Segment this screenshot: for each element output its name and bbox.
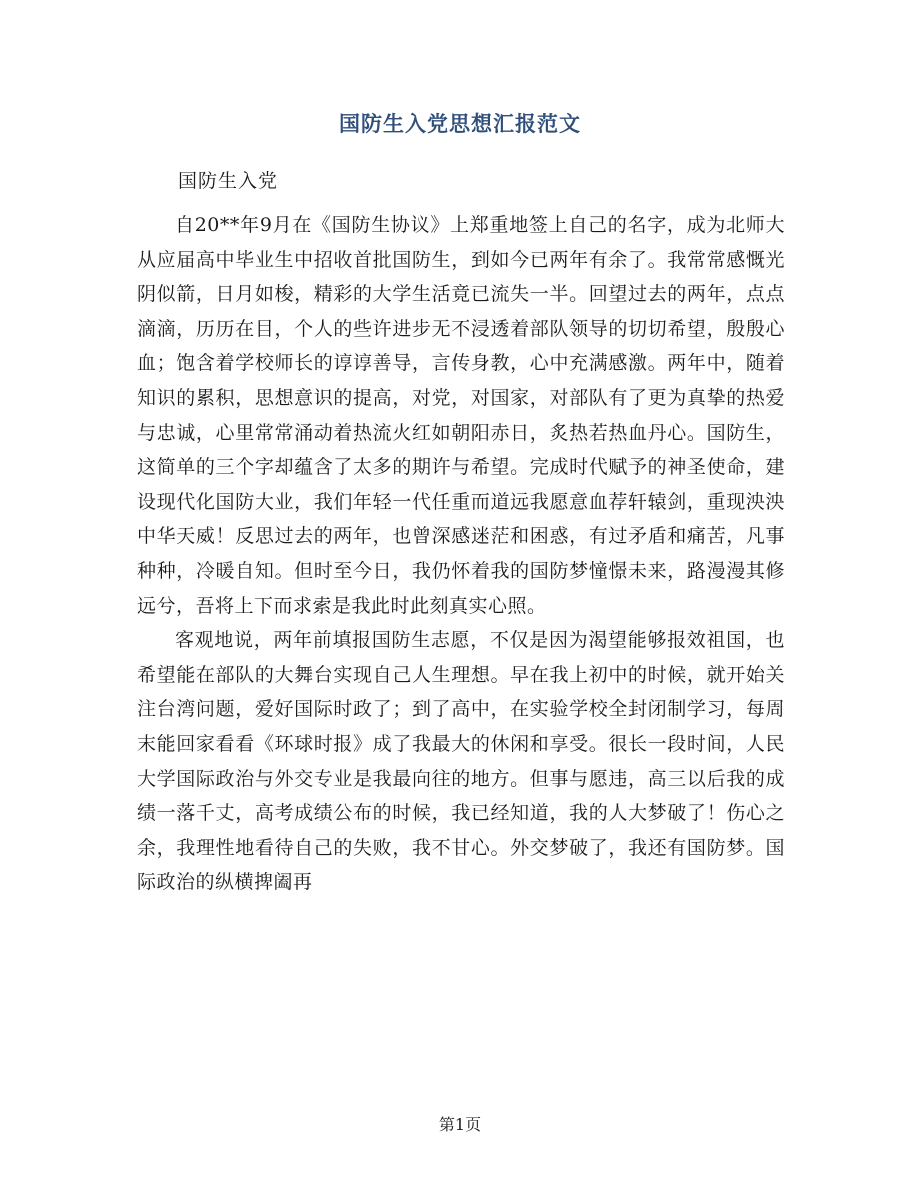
paragraph: 自20**年9月在《国防生协议》上郑重地签上自己的名字，成为北师大从应届高中毕业生中招收首批国防生，到如今已两年有余了。我常常感慨光阴似箭，日月如梭，精彩的大学生活竟已流失一半。回望过去的两年，点点滴滴，历历在目，个人的些许进步无不浸透着部队领导的切切希望，殷殷心血；饱含着学校师长的谆谆善导，言传身教，心中充满感激。两年中，随着知识的累积，思想意识的提高，对党，对国家，对部队有了更为真挚的热爱与忠诚，心里常常涌动着热流火红如朝阳赤日，炙热若热血丹心。国防生，这简单的三个字却蕴含了太多的期许与希望。完成时代赋予的神圣使命，建设现代化国防大业，我们年轻一代任重而道远我愿意血荐轩辕剑，重现泱泱中华天威！反思过去的两年，也曾深感迷茫和困惑，有过矛盾和痛苦，凡事种种，冷暖自知。但时至今日，我仍怀着我的国防梦憧憬未来，路漫漫其修远兮，吾将上下而求索是我此时此刻真实心照。	[137, 214, 785, 617]
document-subtitle: 国防生入党	[178, 170, 279, 192]
paragraph: 客观地说，两年前填报国防生志愿，不仅是因为渴望能够报效祖国，也希望能在部队的大舞台实现自己人生理想。早在我上初中的时候，就开始关注台湾问题，爱好国际时政了；到了高中，在实验学校全封闭制学习，每周末能回家看看《环球时报》成了我最大的休闲和享受。很长一段时间，人民大学国际政治与外交专业是我最向往的地方。但事与愿违，高三以后我的成绩一落千丈，高考成绩公布的时候，我已经知道，我的人大梦破了！伤心之余，我理性地看待自己的失败，我不甘心。外交梦破了，我还有国防梦。国际政治的纵横捭阖再	[137, 629, 785, 894]
page-number: 第1页	[438, 1115, 482, 1134]
document-title: 国防生入党思想汇报范文	[339, 111, 581, 136]
document-body	[137, 208, 785, 900]
